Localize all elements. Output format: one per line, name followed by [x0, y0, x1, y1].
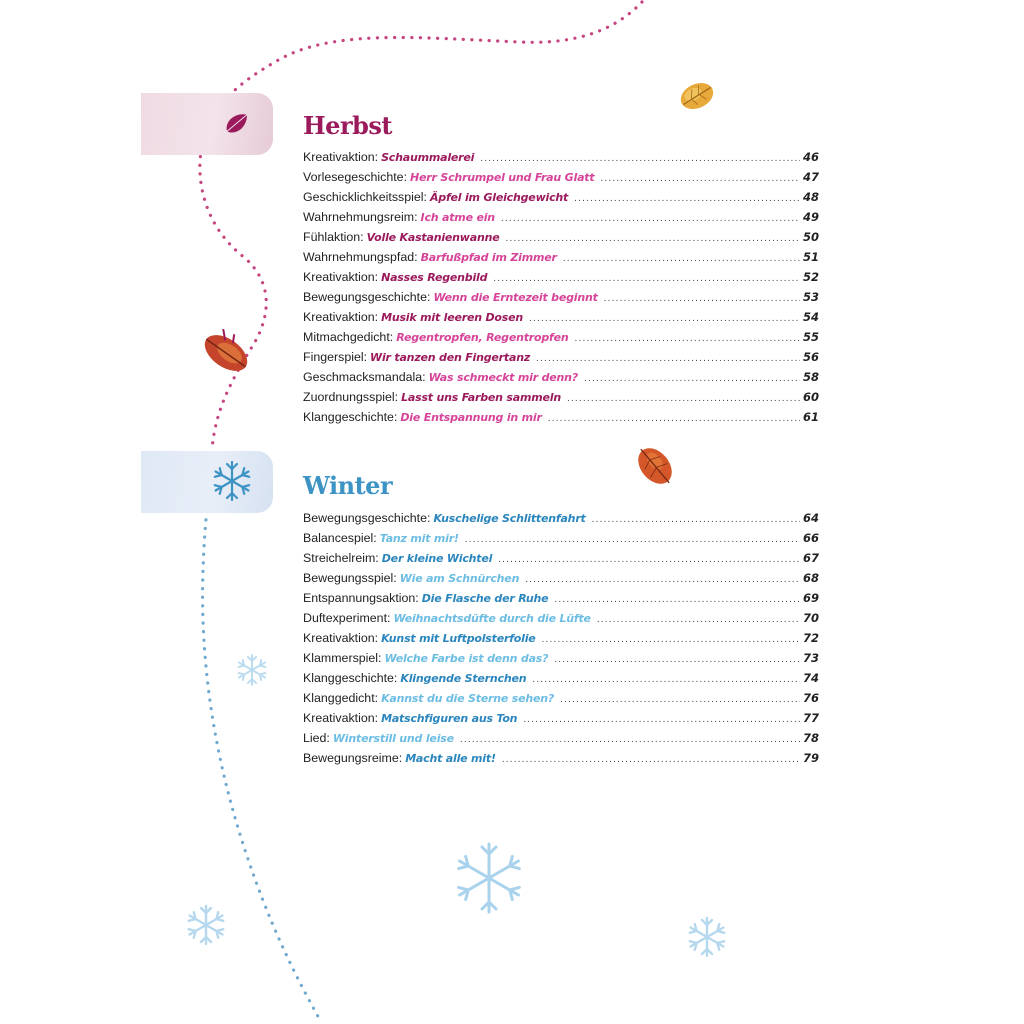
- toc-entry-title: Winterstill und leise: [332, 732, 454, 745]
- toc-entry-page: 54: [802, 310, 819, 324]
- toc-entry-page: 48: [802, 190, 819, 204]
- section-title-autumn: Herbst: [303, 111, 392, 140]
- toc-entry-category: Geschicklichkeitsspiel:: [303, 190, 427, 204]
- toc-entry[interactable]: [303, 711, 819, 731]
- toc-list-winter: [303, 511, 819, 771]
- toc-entry[interactable]: [303, 290, 819, 310]
- toc-entry[interactable]: [303, 731, 819, 751]
- toc-entry-category: Vorlesegeschichte:: [303, 170, 408, 184]
- toc-leader-dots: [604, 293, 800, 304]
- toc-entry-title: Nasses Regenbild: [381, 271, 488, 284]
- toc-entry-page: 46: [802, 150, 819, 164]
- toc-entry-category: Kreativaktion:: [303, 631, 379, 645]
- toc-entry[interactable]: [303, 330, 819, 350]
- toc-entry-page: 60: [802, 390, 819, 404]
- toc-leader-dots: [501, 213, 800, 224]
- toc-entry-page: 61: [802, 410, 819, 424]
- red-leaf-icon: [198, 323, 257, 378]
- toc-entry[interactable]: [303, 591, 819, 611]
- toc-entry-page: 72: [802, 631, 819, 645]
- toc-leader-dots: [529, 313, 800, 324]
- toc-entry-title: Regentropfen, Regentropfen: [396, 331, 569, 344]
- toc-entry-title: Herr Schrumpel und Frau Glatt: [410, 171, 595, 184]
- toc-leader-dots: [592, 514, 800, 525]
- toc-leader-dots: [542, 634, 800, 645]
- toc-entry-category: Wahrnehmungsreim:: [303, 210, 418, 224]
- toc-leader-dots: [506, 233, 800, 244]
- toc-entry-title: Klingende Sternchen: [400, 672, 527, 685]
- toc-leader-dots: [523, 714, 800, 725]
- toc-entry-category: Bewegungsgeschichte:: [303, 511, 431, 525]
- toc-leader-dots: [498, 554, 800, 565]
- toc-entry[interactable]: [303, 571, 819, 591]
- toc-entry[interactable]: [303, 250, 819, 270]
- toc-entry-title: Matschfiguren aus Ton: [381, 712, 518, 725]
- toc-entry-title: Musik mit leeren Dosen: [381, 311, 524, 324]
- toc-entry-page: 47: [802, 170, 819, 184]
- toc-entry[interactable]: [303, 611, 819, 631]
- toc-leader-dots: [480, 153, 800, 164]
- toc-entry-page: 56: [802, 350, 819, 364]
- toc-entry-page: 51: [802, 250, 819, 264]
- snowflake-icon: [688, 918, 726, 956]
- toc-entry-title: Wir tanzen den Fingertanz: [370, 351, 531, 364]
- toc-entry-page: 53: [802, 290, 819, 304]
- toc-entry-page: 78: [802, 731, 819, 745]
- toc-entry-title: Wie am Schnürchen: [399, 572, 520, 585]
- snowflake-icon: [237, 655, 267, 685]
- toc-entry-title: Tanz mit mir!: [379, 532, 459, 545]
- toc-leader-dots: [567, 393, 800, 404]
- toc-entry-page: 66: [802, 531, 819, 545]
- toc-entry[interactable]: [303, 310, 819, 330]
- toc-entry-category: Bewegungsspiel:: [303, 571, 397, 585]
- toc-entry-page: 67: [802, 551, 819, 565]
- orange-leaf-icon: [630, 440, 680, 492]
- toc-entry[interactable]: [303, 350, 819, 370]
- toc-leader-dots: [536, 353, 800, 364]
- toc-leader-dots: [465, 534, 800, 545]
- toc-entry-page: 58: [802, 370, 819, 384]
- toc-entry-category: Zuordnungsspiel:: [303, 390, 399, 404]
- toc-entry[interactable]: [303, 531, 819, 551]
- snowflake-icon: [456, 844, 522, 912]
- toc-entry-title: Wenn die Erntezeit beginnt: [433, 291, 598, 304]
- toc-entry-title: Macht alle mit!: [405, 752, 496, 765]
- toc-leader-dots: [554, 654, 800, 665]
- toc-entry[interactable]: [303, 370, 819, 390]
- toc-leader-dots: [460, 734, 800, 745]
- toc-leader-dots: [560, 694, 800, 705]
- toc-entry-title: Was schmeckt mir denn?: [428, 371, 578, 384]
- section-tab-winter: [141, 451, 273, 513]
- toc-entry-title: Barfußpfad im Zimmer: [420, 251, 557, 264]
- toc-entry-page: 73: [802, 651, 819, 665]
- toc-entry-title: Kuschelige Schlittenfahrt: [433, 512, 586, 525]
- toc-entry[interactable]: [303, 410, 819, 430]
- toc-entry-category: Geschmacksmandala:: [303, 370, 426, 384]
- leaf-icon: [220, 106, 254, 140]
- toc-entry-page: 52: [802, 270, 819, 284]
- toc-entry-page: 70: [802, 611, 819, 625]
- toc-entry-category: Kreativaktion:: [303, 310, 379, 324]
- section-tab-autumn: [141, 93, 273, 155]
- toc-entry-category: Kreativaktion:: [303, 270, 379, 284]
- toc-entry-page: 55: [802, 330, 819, 344]
- toc-entry-category: Klanggeschichte:: [303, 671, 398, 685]
- toc-entry-page: 68: [802, 571, 819, 585]
- toc-entry-category: Lied:: [303, 731, 330, 745]
- toc-leader-dots: [502, 754, 800, 765]
- snowflake-icon: [187, 906, 225, 944]
- toc-entry[interactable]: [303, 390, 819, 410]
- toc-entry[interactable]: [303, 671, 819, 691]
- toc-leader-dots: [574, 193, 800, 204]
- toc-entry-category: Streichelreim:: [303, 551, 379, 565]
- toc-entry[interactable]: [303, 651, 819, 671]
- toc-entry-title: Welche Farbe ist denn das?: [384, 652, 549, 665]
- toc-entry[interactable]: [303, 210, 819, 230]
- toc-entry-title: Kannst du die Sterne sehen?: [381, 692, 555, 705]
- toc-entry-category: Balancespiel:: [303, 531, 377, 545]
- toc-leader-dots: [493, 273, 800, 284]
- toc-entry-title: Schaummalerei: [381, 151, 475, 164]
- toc-leader-dots: [525, 574, 800, 585]
- toc-entry-title: Volle Kastanienwanne: [366, 231, 500, 244]
- toc-entry-title: Kunst mit Luftpolsterfolie: [381, 632, 536, 645]
- toc-entry-category: Klanggeschichte:: [303, 410, 398, 424]
- section-title-winter: Winter: [303, 471, 393, 500]
- toc-leader-dots: [575, 333, 800, 344]
- toc-leader-dots: [600, 173, 800, 184]
- toc-entry-category: Klammerspiel:: [303, 651, 382, 665]
- toc-entry-page: 76: [802, 691, 819, 705]
- toc-entry-title: Der kleine Wichtel: [381, 552, 493, 565]
- toc-entry-category: Fühlaktion:: [303, 230, 364, 244]
- toc-entry-title: Ich atme ein: [420, 211, 495, 224]
- toc-entry-category: Duftexperiment:: [303, 611, 391, 625]
- toc-entry-category: Kreativaktion:: [303, 150, 379, 164]
- toc-entry-category: Entspannungsaktion:: [303, 591, 419, 605]
- toc-entry[interactable]: [303, 230, 819, 250]
- toc-entry-category: Mitmachgedicht:: [303, 330, 394, 344]
- toc-entry-category: Wahrnehmungspfad:: [303, 250, 418, 264]
- toc-entry-page: 74: [802, 671, 819, 685]
- toc-leader-dots: [554, 594, 800, 605]
- toc-entry[interactable]: [303, 511, 819, 531]
- toc-leader-dots: [532, 674, 800, 685]
- toc-entry-title: Äpfel im Gleichgewicht: [429, 191, 569, 204]
- toc-entry-page: 69: [802, 591, 819, 605]
- yellow-leaf-icon: [677, 78, 718, 114]
- toc-entry-category: Klanggedicht:: [303, 691, 379, 705]
- toc-entry-page: 50: [802, 230, 819, 244]
- toc-entry-category: Fingerspiel:: [303, 350, 368, 364]
- toc-entry[interactable]: [303, 190, 819, 210]
- toc-list-autumn: [303, 150, 819, 430]
- toc-entry[interactable]: [303, 691, 819, 711]
- toc-entry-page: 77: [802, 711, 819, 725]
- toc-entry-title: Die Flasche der Ruhe: [421, 592, 549, 605]
- toc-entry-category: Kreativaktion:: [303, 711, 379, 725]
- toc-entry[interactable]: [303, 150, 819, 170]
- toc-entry[interactable]: [303, 751, 819, 771]
- toc-entry-page: 64: [802, 511, 819, 525]
- toc-entry-title: Die Entspannung in mir: [400, 411, 542, 424]
- toc-entry[interactable]: [303, 170, 819, 190]
- toc-entry-page: 49: [802, 210, 819, 224]
- toc-entry[interactable]: [303, 551, 819, 571]
- toc-leader-dots: [563, 253, 800, 264]
- toc-entry-page: 79: [802, 751, 819, 765]
- toc-leader-dots: [584, 373, 800, 384]
- toc-entry-category: Bewegungsgeschichte:: [303, 290, 431, 304]
- toc-entry-title: Weihnachtsdüfte durch die Lüfte: [393, 612, 591, 625]
- toc-entry[interactable]: [303, 270, 819, 290]
- toc-leader-dots: [597, 614, 800, 625]
- toc-entry[interactable]: [303, 631, 819, 651]
- toc-entry-title: Lasst uns Farben sammeln: [401, 391, 561, 404]
- toc-leader-dots: [548, 413, 800, 424]
- snowflake-icon: [210, 459, 254, 503]
- toc-entry-category: Bewegungsreime:: [303, 751, 403, 765]
